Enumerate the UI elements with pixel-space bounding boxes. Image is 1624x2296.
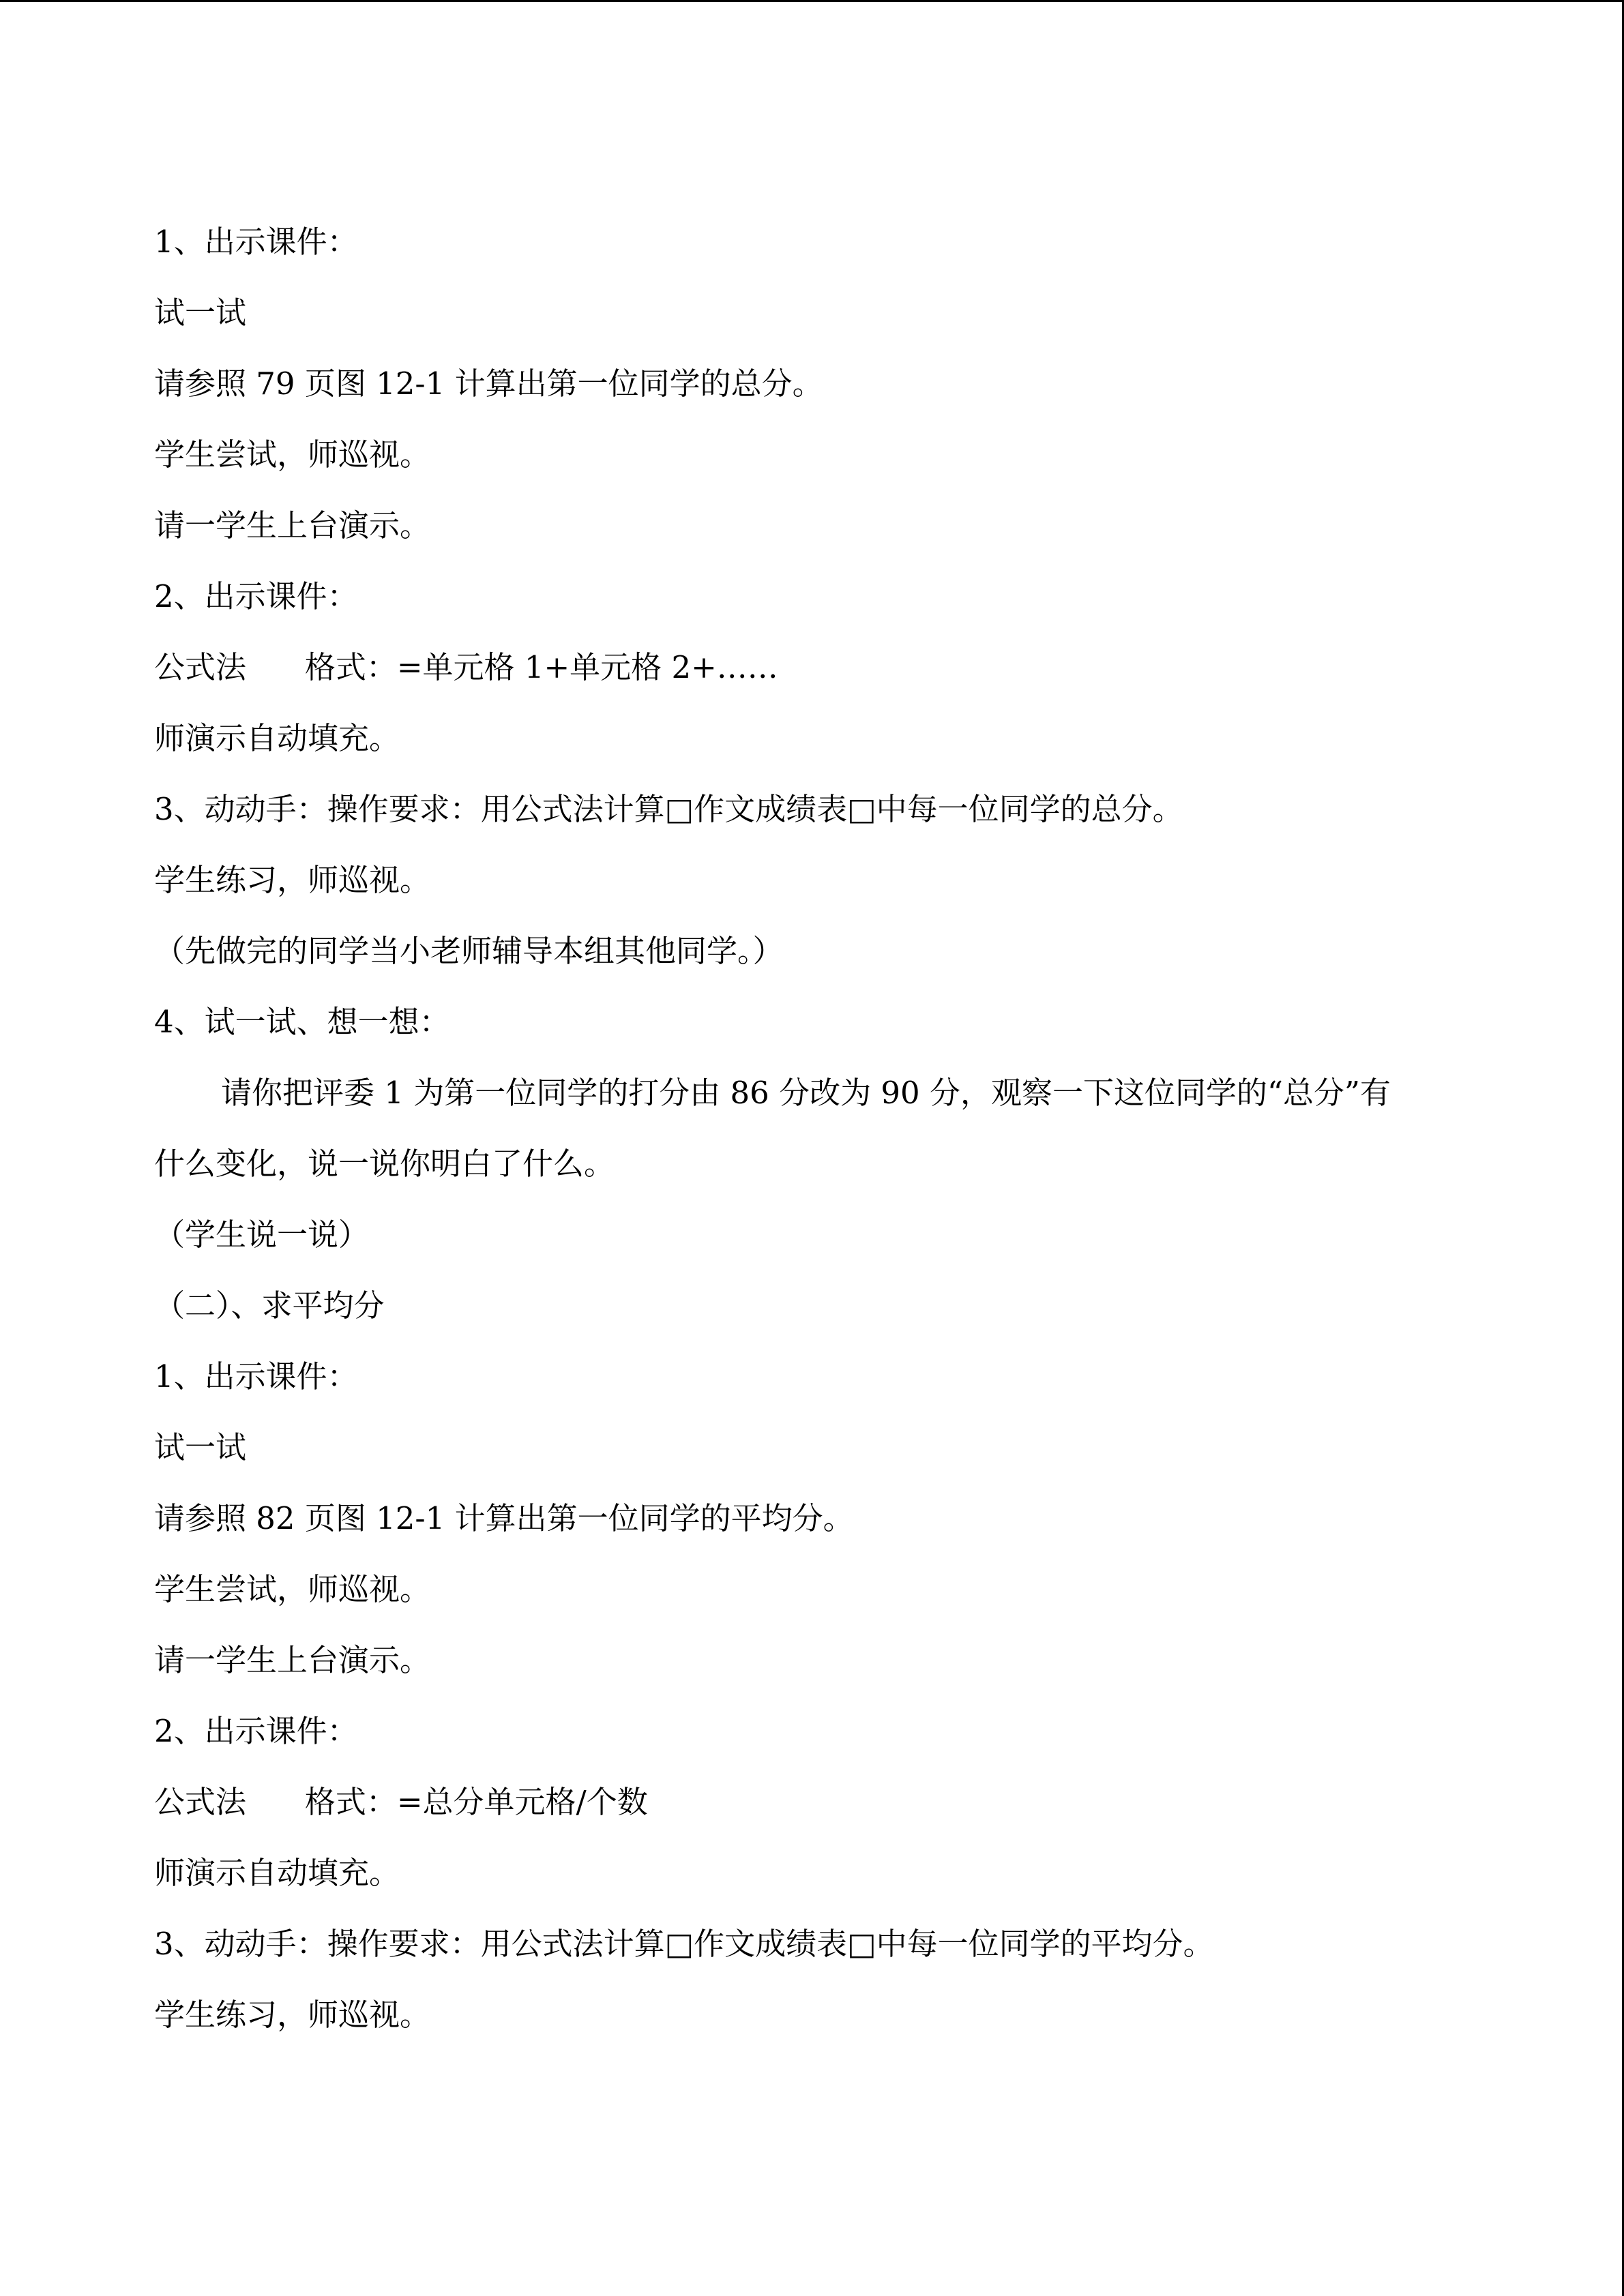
paragraph: 请参照 82 页图 12-1 计算出第一位同学的平均分。 <box>154 1500 854 1536</box>
paragraph: 学生练习，师巡视。 <box>154 862 431 898</box>
paragraph: 3、动动手：操作要求：用公式法计算□作文成绩表□中每一位同学的平均分。 <box>154 1926 1214 1962</box>
paragraph: 试一试 <box>154 295 247 331</box>
paragraph: 什么变化，说一说你明白了什么。 <box>154 1146 615 1182</box>
paragraph: （先做完的同学当小老师辅导本组其他同学。） <box>154 933 784 969</box>
paragraph: 3、动动手：操作要求：用公式法计算□作文成绩表□中每一位同学的总分。 <box>154 791 1183 827</box>
paragraph: 请一学生上台演示。 <box>154 507 431 543</box>
paragraph: 公式法 格式：=总分单元格/个数 <box>154 1784 648 1820</box>
paragraph: 学生练习，师巡视。 <box>154 1997 431 2033</box>
paragraph: 1、出示课件： <box>154 1358 358 1395</box>
document-body <box>154 207 1491 2051</box>
paragraph: 师演示自动填充。 <box>154 1855 400 1891</box>
paragraph: （学生说一说） <box>154 1217 370 1253</box>
paragraph: 4、试一试、想一想： <box>154 1004 450 1040</box>
paragraph: 学生尝试，师巡视。 <box>154 1571 431 1607</box>
paragraph: 试一试 <box>154 1429 247 1465</box>
paragraph: 2、出示课件： <box>154 578 358 614</box>
paragraph: 请你把评委 1 为第一位同学的打分由 86 分改为 90 分，观察一下这位同学的“总分”有 <box>221 1075 1391 1111</box>
paragraph: 公式法 格式：=单元格 1+单元格 2+…… <box>154 649 778 685</box>
paragraph: 2、出示课件： <box>154 1713 358 1749</box>
paragraph: 师演示自动填充。 <box>154 720 400 756</box>
section-heading: （二）、求平均分 <box>154 1287 385 1324</box>
paragraph: 请参照 79 页图 12-1 计算出第一位同学的总分。 <box>154 366 823 402</box>
paragraph: 学生尝试，师巡视。 <box>154 436 431 473</box>
paragraph: 1、出示课件： <box>154 224 358 260</box>
paragraph: 请一学生上台演示。 <box>154 1642 431 1678</box>
